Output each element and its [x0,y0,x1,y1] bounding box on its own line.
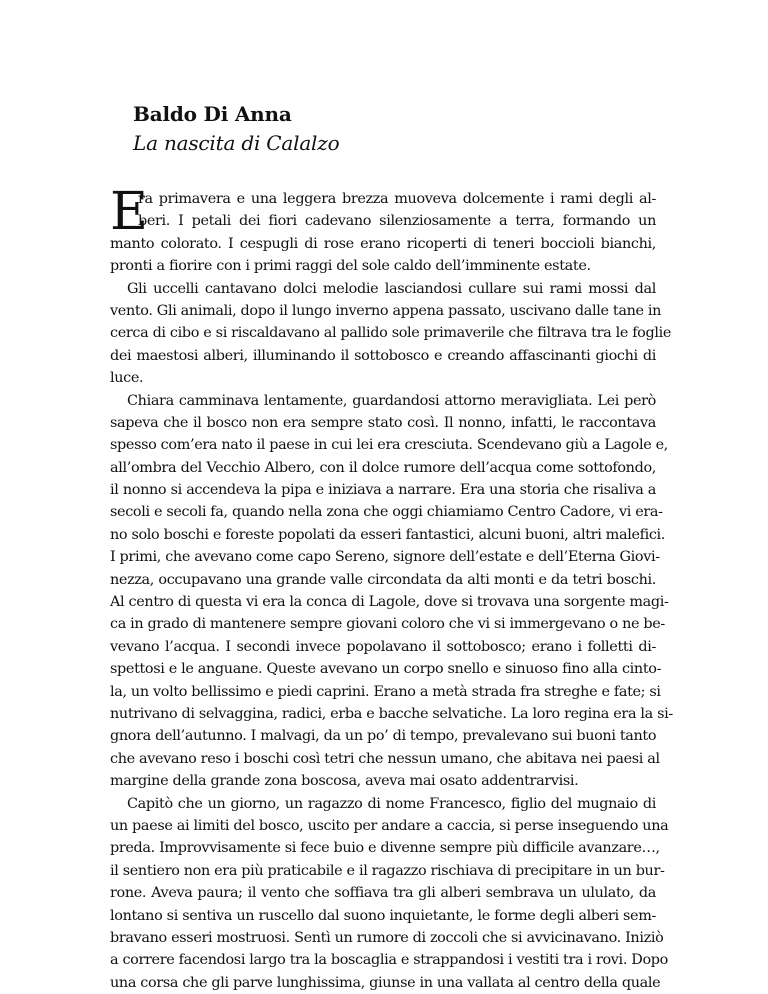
text-line: spettosi e le anguane. Queste avevano un corpo snello e sinuoso fino alla cinto- [110,661,662,678]
document-header [133,100,653,158]
drop-cap: E [110,182,148,242]
text-line: sapeva che il bosco non era sempre stato così. Il nonno, infatti, le raccontava [110,414,656,431]
text-line: preda. Improvvisamente si fece buio e divenne sempre più difficile avanzare…, [110,840,660,857]
text-line: beri. I petali dei fiori cadevano silenziosamente a terra, formando un [138,213,656,230]
text-line: manto colorato. I cespugli di rose erano ricoperti di teneri boccioli bianchi, [110,235,656,252]
text-line: ca in grado di mantenere sempre giovani coloro che vi si immergevano o ne be- [110,616,665,633]
story-body [110,182,673,994]
text-line: luce. [110,370,144,387]
text-line: Capitò che un giorno, un ragazzo di nome Francesco, figlio del mugnaio di [127,795,656,812]
text-line: lontano si sentiva un ruscello dal suono inquietante, le forme degli alberi sem- [110,907,656,924]
text-line: che avevano reso i boschi così tetri che nessun umano, che abitava nei paesi al [110,750,660,767]
text-line: secoli e secoli fa, quando nella zona che oggi chiamiamo Centro Cadore, vi era- [110,504,663,521]
text-line: una corsa che gli parve lunghissima, giunse in una vallata al centro della quale [110,974,661,991]
text-line: nutrivano di selvaggina, radici, erba e bacche selvatiche. La loro regina era la si- [110,705,673,722]
text-line: la, un volto bellissimo e piedi caprini. Erano a metà strada fra streghe e fate; si [110,683,661,700]
text-line: bravano esseri mostruosi. Sentì un rumore di zoccoli che si avvicinavano. Iniziò [110,929,664,946]
text-line: rone. Aveva paura; il vento che soffiava tra gli alberi sembrava un ululato, da [110,885,656,902]
text-line: gnora dell’autunno. I malvagi, da un po’ di tempo, prevalevano sui buoni tanto [110,728,657,745]
text-line: no solo boschi e foreste popolati da esseri fantastici, alcuni buoni, altri malefici. [110,526,666,543]
text-line: a correre facendosi largo tra la boscaglia e strappandosi i vestiti tra i rovi. Dopo [110,952,668,969]
text-line: il nonno si accendeva la pipa e iniziava a narrare. Era una storia che risaliva a [110,482,656,499]
text-line: dei maestosi alberi, illuminando il sottobosco e creando affascinanti giochi di [110,347,656,364]
text-line: vento. Gli animali, dopo il lungo inverno appena passato, uscivano dalle tane in [110,302,662,319]
text-line: spesso com’era nato il paese in cui lei era cresciuta. Scendevano giù a Lagole e, [110,437,669,454]
text-line: margine della grande zona boscosa, aveva mai osato addentrarvisi. [110,773,579,790]
text-line: nezza, occupavano una grande valle circondata da alti monti e da tetri boschi. [110,571,656,588]
text-line: I primi, che avevano come capo Sereno, signore dell’estate e dell’Eterna Giovi- [110,549,660,566]
text-line: Gli uccelli cantavano dolci melodie lasciandosi cullare sui rami mossi dal [127,280,656,297]
text-line: Chiara camminava lentamente, guardandosi attorno meravigliata. Lei però [127,392,656,409]
story-title: La nascita di Calalzo [133,131,340,155]
text-line: cerca di cibo e si riscaldavano al pallido sole primaverile che filtrava tra le foglie [110,325,672,342]
text-line: pronti a fiorire con i primi raggi del sole caldo dell’imminente estate. [110,258,591,275]
text-line: il sentiero non era più praticabile e il ragazzo rischiava di precipitare in un bur- [110,862,665,879]
text-line: un paese ai limiti del bosco, uscito per andare a caccia, si perse inseguendo una [110,817,669,834]
text-line: all’ombra del Vecchio Albero, con il dolce rumore dell’acqua come sottofondo, [110,459,656,476]
text-line: ra primavera e una leggera brezza muoveva dolcemente i rami degli al- [138,191,656,207]
author-name: Baldo Di Anna [133,102,292,126]
text-line: vevano l’acqua. I secondi invece popolavano il sottobosco; erano i folletti di- [110,638,656,655]
text-line: Al centro di questa vi era la conca di Lagole, dove si trovava una sorgente magi- [110,594,669,611]
